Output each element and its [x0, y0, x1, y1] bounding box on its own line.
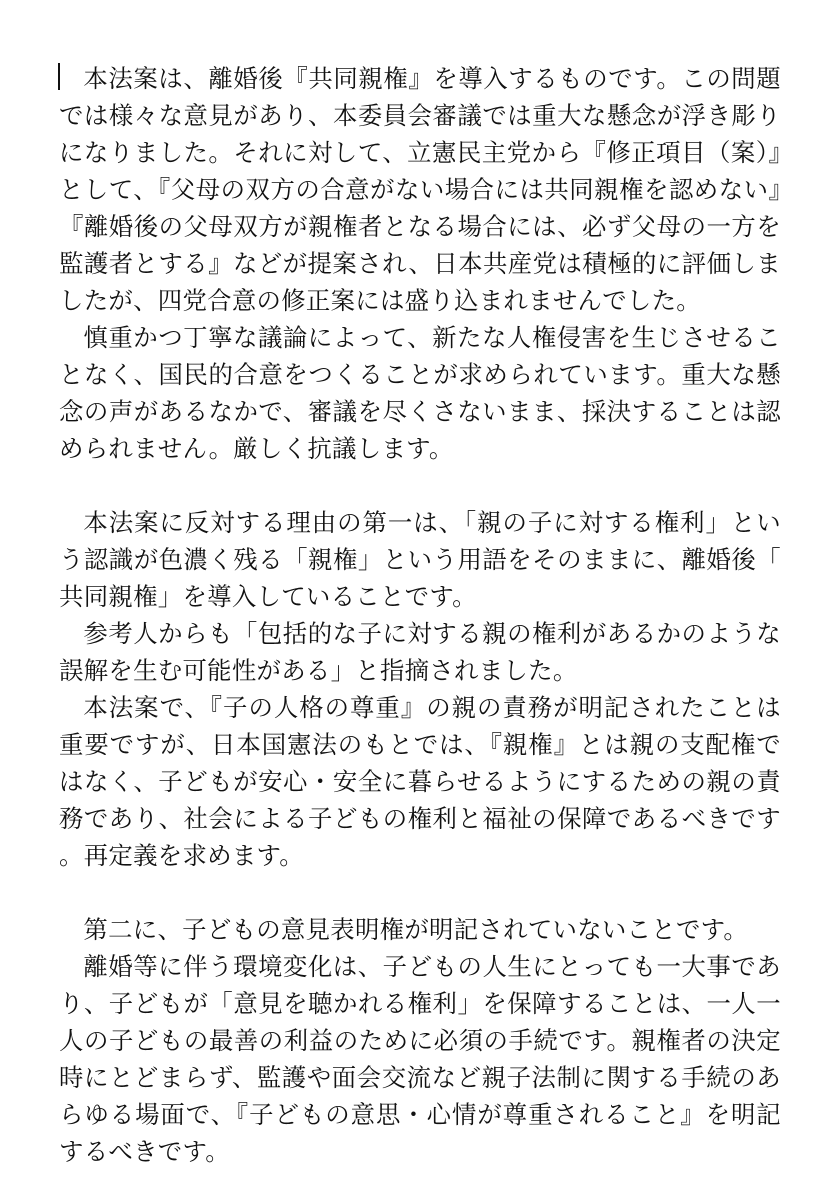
paragraph-reason-two: 第二に、子どもの意見表明権が明記されていないことです。 [83, 915, 749, 944]
paragraph-intro: 本法案は、離婚後『共同親権』を導入するものです。この問題では様々な意見があり、本委員会審議では重大な懸念が浮き彫りになりました。それに対して、立憲民主党から『修正項目（案）』として、『父母の双方の合意がない場合には共同親権を認めない』『離婚後の父母双方が親権者となる場合には、必ず父母の一方を監護者とする』などが提案され、日本共産党は積極的に評価しましたが、四党合意の修正案には盛り込まれませんでした。 [59, 64, 781, 315]
paragraph-child-opinion: 離婚等に伴う環境変化は、子どもの人生にとっても一大事であり、子どもが「意見を聴かれる権利」を保障することは、一人一人の子どもの最善の利益のために必須の手続です。親権者の決定時にとどまらず、監護や面会交流など親子法制に関する手続のあらゆる場面で、『子どもの意思・心情が尊重されること』を明記するべきです。 [59, 952, 781, 1166]
paragraph-protest: 慎重かつ丁寧な議論によって、新たな人権侵害を生じさせることなく、国民的合意をつくることが求められています。重大な懸念の声があるなかで、審議を尽くさないまま、採決することは認められません。厳しく抗議します。 [59, 323, 781, 463]
paragraph-reason-one: 本法案に反対する理由の第一は、「親の子に対する権利」という認識が色濃く残る「親権」という用語をそのままに、離婚後「共同親権」を導入していることです。 [59, 508, 781, 611]
document-body[interactable] [59, 60, 781, 1170]
paragraph-witness: 参考人からも「包括的な子に対する親の権利があるかのような誤解を生む可能性がある」と指摘されました。 [59, 619, 781, 685]
paragraph-gap [59, 874, 781, 911]
paragraph-gap [59, 467, 781, 504]
paragraph-redefinition: 本法案で、『子の人格の尊重』の親の責務が明記されたことは重要ですが、日本国憲法のもとでは、『親権』とは親の支配権ではなく、子どもが安心・安全に暮らせるようにするための親の責務であり、社会による子どもの権利と福祉の保障であるべきです。再定義を求めます。 [59, 693, 781, 870]
